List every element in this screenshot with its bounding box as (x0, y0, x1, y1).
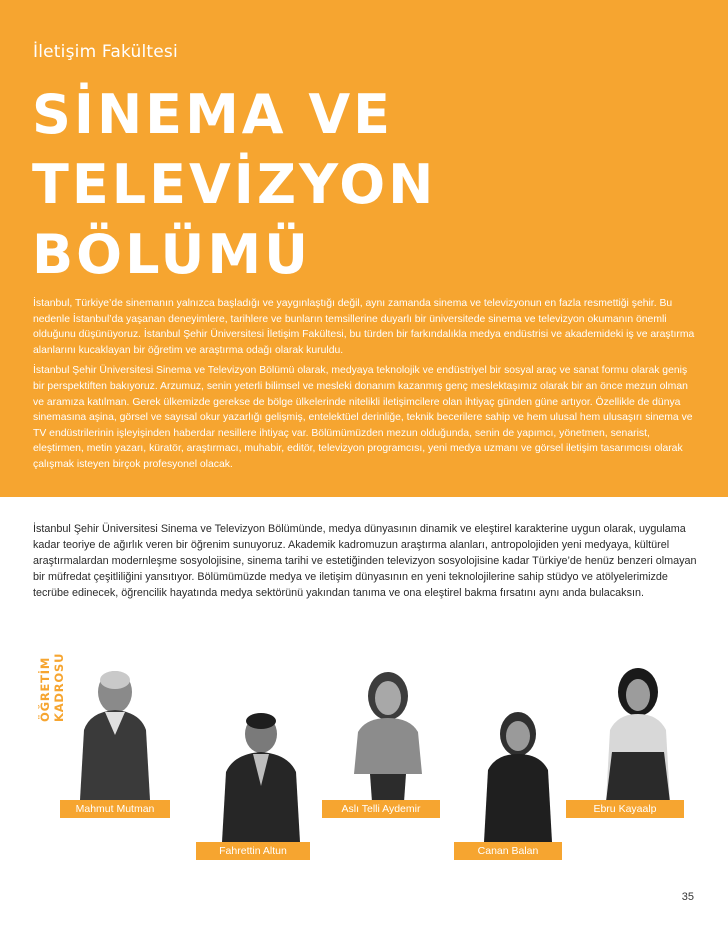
faculty-photo-asli-telli-aydemir (338, 662, 438, 802)
body-paragraph: İstanbul Şehir Üniversitesi Sinema ve Televizyon Bölümünde, medya dünyasının dinamik ve eleştirel karakterine uygun olarak, uygulama kadar teoriye de ağırlık veren bir öğrenim sunuyoruz. Akademik kadromuzun araştırma alanları, antropolojiden yeni medyaya, kültürel araştırmalardan modernleşme sosyolojisine, sinema tarihi ve estetiğinden televizyon sosyolojisine kadar Türkiye’de henüz benzeri olmayan bir müfredat çeşitliliğini yansıtıyor. Bölümümüzde medya ve iletişim dünyasının en yeni teknolojilerine sahip stüdyo ve atölyelerimizde tecrübe edinecek, öğrencilik hayatında medya sektörünü yakından tanıma ve ona eleştirel bakma fırsatını aynı anda bulacaksın. (33, 523, 697, 599)
faculty-photo-mahmut-mutman (60, 660, 170, 800)
title-line-1: SİNEMA VE (32, 83, 394, 146)
faculty-name-fahrettin-altun: Fahrettin Altun (196, 842, 310, 860)
faculty-photo-canan-balan (470, 706, 566, 842)
faculty-name-canan-balan: Canan Balan (454, 842, 562, 860)
page-title (32, 80, 436, 290)
faculty-photo-fahrettin-altun (208, 706, 314, 842)
faculty-photo-ebru-kayaalp (590, 662, 686, 802)
faculty-label-line-1: ÖĞRETİM (38, 656, 52, 722)
faculty-name: İletişim Fakültesi (33, 42, 178, 62)
faculty-label-line-2: KADROSU (52, 652, 66, 722)
faculty-name-mahmut-mutman: Mahmut Mutman (60, 800, 170, 818)
faculty-name-ebru-kayaalp: Ebru Kayaalp (566, 800, 684, 818)
title-line-2: TELEVİZYON (32, 153, 437, 216)
intro-text (33, 296, 695, 478)
faculty-name-asli-telli-aydemir: Aslı Telli Aydemir (322, 800, 440, 818)
intro-paragraph-1: İstanbul, Türkiye’de sinemanın yalnızca başladığı ve yaygınlaştığı değil, aynı zamanda sinema ve televizyonun en fazla resmettiği şehir. Bu nedenle İstanbul’da yaşanan deneyimlere, tarihlere ve bunların temsillerine duyarlı bir üniversitede sinema ve televizyon okumanın önemli olduğunu düşünüyoruz. İstanbul Şehir Üniversitesi İletişim Fakültesi, bu türden bir farkındalıkla medya endüstrisi ve akademideki iş ve araştırma alanlarını kucaklayan bir öğretim ve araştırma odağı olarak kuruldu. (33, 298, 695, 356)
title-line-3: BÖLÜMÜ (32, 223, 311, 286)
page-number: 35 (681, 891, 694, 903)
intro-paragraph-2: İstanbul Şehir Üniversitesi Sinema ve Televizyon Bölümü olarak, medyaya teknolojik ve endüstriyel bir sosyal araç ve sanat formu olarak geniş bir perspektiften bakıyoruz. Arzumuz, senin yeterli bilimsel ve mesleki donanım kazanmış genç meslektaşımız olarak bir an önce mezun olman ve aramıza katılman. Gerek ülkemizde gerekse de bölge ülkelerinde nitelikli iletişimcilere olan ihtiyaç günden güne artıyor. Özellikle de dünya sinemasına aşina, görsel ve sayısal okur yazarlığı gelişmiş, entelektüel derinliğe, teknik becerilere sahip ve hem ulusal hem ulusaşırı sinema ve TV endüstrilerinin işleyişinden haberdar nesillere ihtiyaç var. Bölümümüzden mezun olduğunda, senin de yapımcı, yönetmen, senarist, eleştirmen, metin yazarı, küratör, araştırmacı, muhabir, editör, televizyon programcısı, yeni medya uzmanı ve görsel iletişim tasarımcısı olarak çalışmak isteyen birçok profesyonel olacak. (33, 365, 693, 470)
